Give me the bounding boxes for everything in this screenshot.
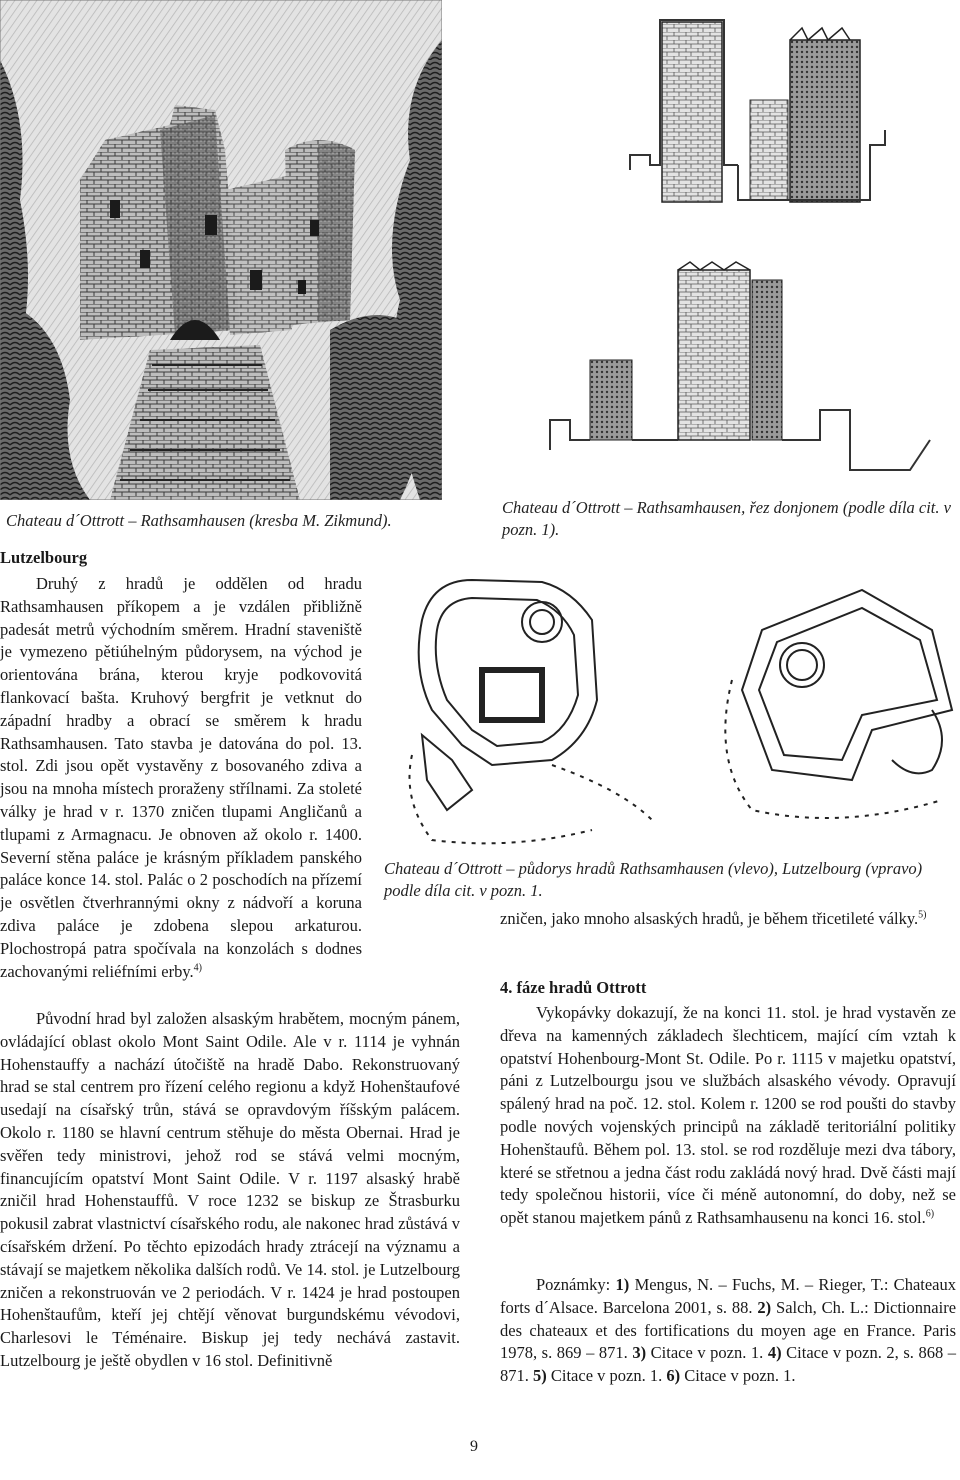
caption-drawing: Chateau d´Ottrott – Rathsamhausen (kresba M. Zikmund). [6, 511, 392, 530]
lutzelbourg-plan [742, 590, 952, 780]
donjon-section-drawing [490, 0, 960, 492]
floor-plans-figure [392, 560, 960, 852]
lutzelbourg-paragraph-2: Původní hrad byl založen alsaským hrabětem, mocným pánem, ovládající oblast okolo Mont Saint Odile. Ale v r. 1114 je vyhnán Hohenstauffy a nachází útočiště na hradě Dabo. Rekonstruovaný hrad se stal centrem pro řízení celého regionu a když Hohenštaufové usedají na císařský trůn, stává se opravdovým říšským palácem. Okolo r. 1180 se hlavní centrum stěhuje do města Obernai. Hrad je svěřen tedy ministrovi, jehož rod se stává velmi mocným, financujícím opatství Mont Saint Odile. V r. 1197 alsaský hrabě zničil hrad Hohenstauffů. V roce 1232 se biskup ze Štrasburku pokusil zabrat vlastnictví císařského rodu, ale nakonec hrad zůstává v císařském držení. Po těchto epizodách hrady ztrácejí na významu a stávají se majetkem několika dalších rodů. Ve 14. stol. je Lutzelbourg zničen a rekonstruován ve 2 periodách. V r. 1424 je hrad postoupen Hohenštaufům, kteří jej chtějí věnovat burgundskému vévodovi, Charlesovi le Téménaire. Biskup jej tedy nechává zastavit. Lutzelbourg je ještě obydlen v 16 stol. Definitivně [0, 1009, 461, 1370]
castle-drawing-figure [0, 0, 442, 500]
note-num: 2) [757, 1297, 772, 1317]
castle-drawing [0, 0, 442, 500]
note-text: Citace v pozn. 1. [650, 1343, 764, 1363]
note-num: 4) [767, 1343, 782, 1363]
note-num: 3) [632, 1343, 647, 1363]
lutzelbourg-heading: Lutzelbourg [0, 548, 88, 567]
page-number: 9 [470, 1438, 478, 1455]
footnote-ref: 4) [193, 962, 202, 974]
note-text: Citace v pozn. 1. [550, 1366, 663, 1386]
continuation-paragraph: zničen, jako mnoho alsaských hradů, je během třicetileté války.$^{5)}$ [500, 909, 927, 928]
note-text: Mengus, N. – Fuchs, M. – Rieger, T.: Chateaux forts d´Alsace. Barcelona 2001, s. 88. [500, 1275, 956, 1317]
note-num: 5) [533, 1366, 547, 1386]
note-text: Salch, Ch. L.: Dictionnaire des chateaux et des fortifications du moyen age en France. Paris 1978, s. 869 – 871. [500, 1297, 957, 1363]
note-num: 6) [666, 1366, 681, 1386]
phase-4-paragraph: Vykopávky dokazují, že na konci 11. stol. je hrad vystavěn ze dřeva na kamenných základech šlechticem, mající cím vztah k opatství Hohenbourg-Mont St. Odile. Po r. 1115 v majetku opatství, páni z Lutzelbourgu jsou ve službách alsaského vévody. Opravují spálený hrad na poč. 12. stol. Kolem r. 1200 se rod poušti do stavby podle nových vojenských principů na základě teritoriální politiky Hohenštaufů. Během pol. 13. stol. se rod rozděluje mezi dva tábory, které se střetnou a jedna část rodu zakládá nový hrad. Dvě části mají tedy společnou historii, více či méně autonomní, do doby, než se opět stanou majetkem pánů z Rathsamhausenu na konci 16. stol.$^{6)}$ [500, 1003, 956, 1228]
caption-plan: Chateau d´Ottrott – půdorys hradů Rathsamhausen (vlevo), Lutzelbourg (vpravo) podle díla cit. v pozn. 1. [384, 859, 923, 900]
phase-4-heading: 4. fáze hradů Ottrott [500, 978, 647, 997]
footnote-ref: 5) [918, 909, 927, 921]
footnote-ref: 6) [925, 1208, 935, 1220]
note-text: Citace v pozn. 1. [684, 1366, 796, 1386]
note-text: Citace v pozn. 2, s. 868 – 871. [500, 1343, 957, 1386]
notes-paragraph: Poznámky: 1) Mengus, N. – Fuchs, M. – Rieger, T.: Chateaux forts d´Alsace. Barcelona 2001, s. 88. 2) Salch, Ch. L.: Dictionnaire des chateaux et des fortifications du moyen age en France. Paris 1978, s. 869 – 871. 3) Citace v pozn. 1. 4) Citace v pozn. 2, s. 868 – 871. 5) Citace v pozn. 1. 6) Citace v pozn. 1. [500, 1275, 957, 1386]
floor-plans-drawing [392, 560, 960, 852]
lutzelbourg-paragraph-1: Druhý z hradů je oddělen od hradu Rathsamhausen příkopem a je vzdálen přibližně padesát metrů východním směrem. Hradní staveniště je vymezeno pětiúhelným půdorysem, na východ je orientována brána, kterou kryje podkovovitá flankovací bašta. Kruhový bergfrit je vetknut do západní hradby a obrací se směrem k hradu Rathsamhausen. Tato stavba je datována do pol. 13. stol. Zdi jsou opět vystavěny z bosovaného zdiva a jsou na mnoha místech proraženy střílnami. Za stoleté války je hrad v r. 1370 zničen tlupami Angličanů a tlupami z Armagnacu. Je obnoven až okolo r. 1400. Severní stěna paláce je krásným příkladem panského paláce konce 14. stol. Palác o 2 poschodích na přízemí je osvětlen čtverhrannými okny z nádvoří a koruna zdiva paláce je zdobena slepou arkaturou. Plochostropá patra spočívala na konzolách s dodnes zachovanými reliéfními erby.$^{4)}$ [0, 574, 362, 981]
note-num: 1) [615, 1275, 630, 1294]
donjon-section-figure [490, 0, 960, 492]
caption-section: Chateau d´Ottrott – Rathsamhausen, řez donjonem (podle díla cit. v pozn. 1). [502, 498, 951, 539]
